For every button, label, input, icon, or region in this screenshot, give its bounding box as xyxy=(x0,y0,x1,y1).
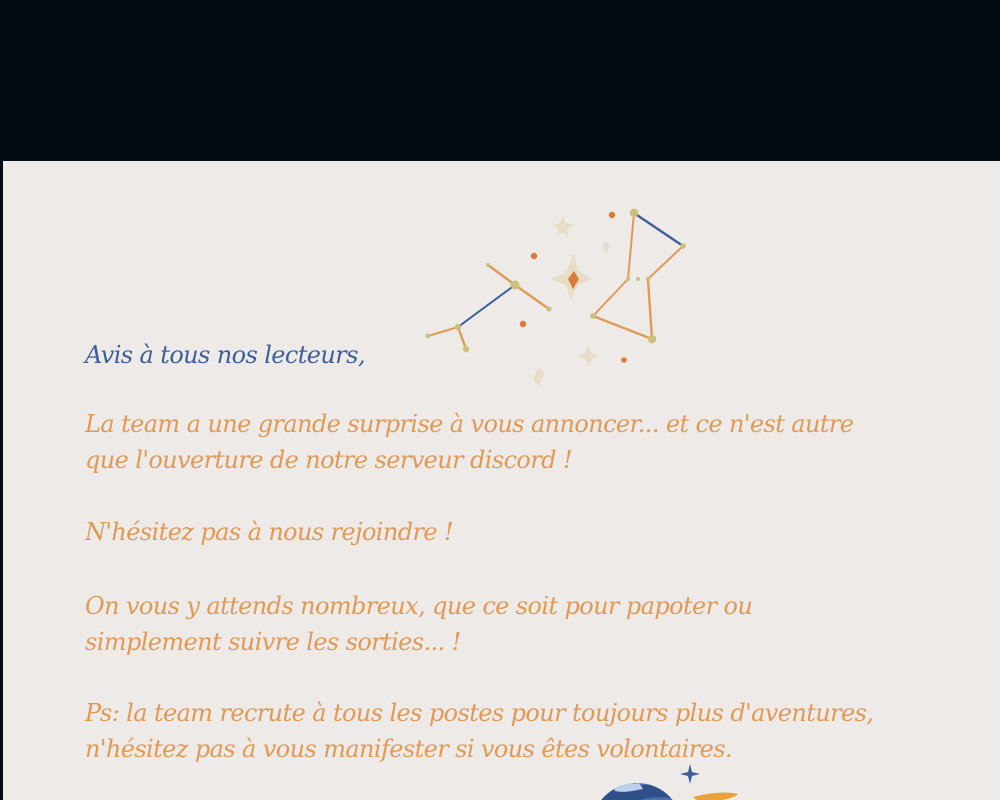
invitation-line-1: N'hésitez pas à nous rejoindre ! xyxy=(85,518,454,546)
top-dark-band xyxy=(0,0,1000,161)
announcement-line-2: que l'ouverture de notre serveur discord ! xyxy=(85,446,572,474)
community-line-2: simplement suivre les sorties... ! xyxy=(85,628,461,656)
community-line-1: On vous y attends nombreux, que ce soit pour papoter ou xyxy=(85,592,753,620)
greeting-text xyxy=(85,337,365,373)
announcement-line-1: La team a une grande surprise à vous annoncer... et ce n'est autre xyxy=(85,410,854,438)
invitation-paragraph xyxy=(85,514,453,550)
recruitment-paragraph xyxy=(85,695,873,767)
recruitment-line-2: n'hésitez pas à vous manifester si vous êtes volontaires. xyxy=(85,735,733,763)
announcement-paragraph xyxy=(85,406,853,478)
community-paragraph xyxy=(85,588,752,660)
recruitment-line-1: Ps: la team recrute à tous les postes pour toujours plus d'aventures, xyxy=(85,699,874,727)
greeting-line: Avis à tous nos lecteurs, xyxy=(85,341,365,369)
announcement-card xyxy=(3,161,1000,800)
